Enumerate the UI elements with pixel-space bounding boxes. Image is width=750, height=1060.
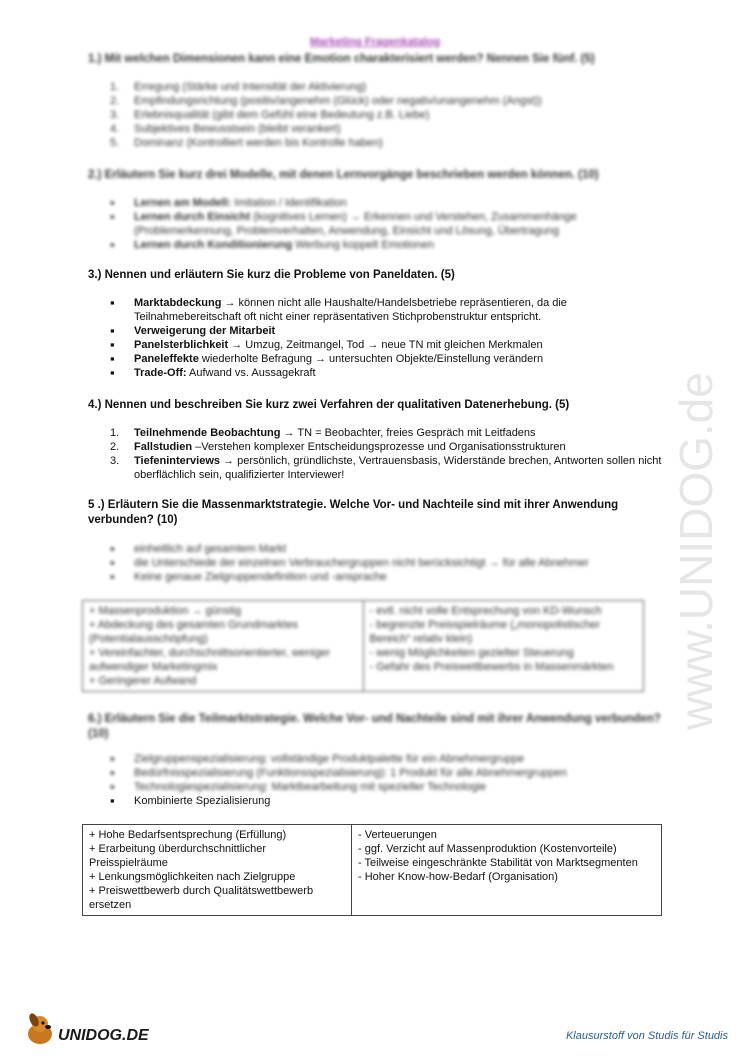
list-item: ▪ Lernen durch Konditionierung Werbung koppelt Emotionen: [110, 237, 434, 252]
list-item: ▪ Paneleffekte wiederholte Befragung → untersuchten Objekte/Einstellung verändern: [110, 351, 544, 366]
cons-cell: - evtl. nicht volle Entsprechung von KD-Wunsch - begrenzte Preisspielräume („monopolistischer Bereich“ relativ klein) - wenig Möglichkeiten gezielter Steuerung - Gefahr des Preiswettbewerbs in Massenmärkten: [363, 601, 644, 692]
list-item: 5. Dominanz (Kontrolliert werden bis Kontrolle haben): [110, 137, 383, 149]
question-5-table: [82, 600, 644, 692]
question-1-heading: 1.) Mit welchen Dimensionen kann eine Emotion charakterisiert werden? Nennen Sie fünf. (5): [88, 53, 595, 65]
question-6-list: [110, 752, 670, 808]
list-item: ▪ Trade-Off: Aufwand vs. Aussagekraft: [110, 365, 316, 380]
question-6-table: [82, 824, 662, 916]
list-item: ▪ Panelsterblichkeit → Umzug, Zeitmangel, Tod → neue TN mit gleichen Merkmalen: [110, 337, 543, 352]
question-3-list: [110, 296, 670, 380]
list-item: ▪ Lernen durch Einsicht (kognitives Lernen) → Erkennen und Verstehen, Zusammenhänge (Problemerkennung, Problemverhalten, Anwendung, Einsicht und Lösung, Übertragung: [110, 209, 577, 237]
question-2-heading: 2.) Erläutern Sie kurz drei Modelle, mit denen Lernvorgänge beschrieben werden können. (10): [88, 169, 599, 181]
list-item: ▪ Verweigerung der Mitarbeit: [110, 323, 276, 338]
pros-cell: + Hohe Bedarfsentsprechung (Erfüllung) + Erarbeitung überdurchschnittlicher Preisspielräume + Lenkungsmöglichkeiten nach Zielgruppe + Preiswettbewerb durch Qualitätswettbewerb ersetzen: [83, 825, 352, 916]
question-5-heading: 5 .) Erläutern Sie die Massenmarktstrategie. Welche Vor- und Nachteile sind mit ihrer Anwendung verbunden? (10): [88, 499, 619, 526]
document-title: Marketing Fragenkatalog: [309, 36, 441, 48]
footer-tagline: Klausurstoff von Studis für Studis: [565, 1030, 728, 1042]
list-item: 1. Erregung (Stärke und Intensität der Aktivierung): [110, 81, 367, 93]
list-item: 1. Teilnehmende Beobachtung → TN = Beobachter, freies Gespräch mit Leitfadens: [110, 427, 536, 439]
list-item: ▪ Zielgruppenspezialisierung: vollständige Produktpalette für ein Abnehmergruppe: [110, 751, 525, 766]
list-item: ▪ Technologiespezialisierung: Marktbearbeitung mit spezieller Technologie: [110, 779, 486, 794]
dog-icon: [24, 1010, 174, 1050]
list-item: 3. Erlebnisqualität (gibt dem Gefühl eine Bedeutung z.B. Liebe): [110, 109, 430, 121]
question-3-heading: 3.) Nennen und erläutern Sie kurz die Probleme von Paneldaten. (5): [88, 269, 455, 281]
watermark: [640, 250, 740, 750]
logo-text: UNIDOG.DE: [58, 1027, 149, 1044]
question-1-list: [110, 80, 670, 150]
list-item: ▪ Marktabdeckung → können nicht alle Haushalte/Handelsbetriebe repräsentieren, da die Teilnahmebereitschaft oft nicht einer repräsentativen Stichprobenstruktur entspricht.: [110, 295, 567, 323]
cons-cell: - Verteuerungen - ggf. Verzicht auf Massenproduktion (Kostenvorteile) - Teilweise eingeschränkte Stabilität von Marktsegmenten - Hoher Know-how-Bedarf (Organisation): [352, 825, 662, 916]
list-item: 4. Subjektives Bewusstsein (bleibt verankert): [110, 123, 341, 135]
list-item: 2. Empfindungsrichtung (positiv/angenehm (Glück) oder negativ/unangenehm (Angst)): [110, 95, 542, 107]
watermark-text: www.UNIDOG.de: [670, 372, 722, 730]
question-6-heading: 6.) Erläutern Sie die Teilmarktstrategie. Welche Vor- und Nachteile sind mit ihrer Anwendung verbunden? (10): [88, 713, 661, 740]
question-4-heading: 4.) Nennen und beschreiben Sie kurz zwei Verfahren der qualitativen Datenerhebung. (5): [88, 399, 570, 411]
question-2-list: [110, 196, 670, 252]
list-item: ▪ Lernen am Modell: Imitation / Identifikation: [110, 195, 347, 210]
list-item: 3. Tiefeninterviews → persönlich, gründlichste, Vertrauensbasis, Widerstände brechen, Antworten sollen nicht oberflächlich sein, qualifizierter Interviewer!: [110, 455, 662, 481]
pros-cell: + Massenproduktion → günstig + Abdeckung des gesamten Grundmarktes (Potentialausschöpfung) + Vereinfachter, durchschnittsorientierter, weniger aufwendiger Marketingmix + Geringerer Aufwand: [83, 601, 364, 692]
question-4-list: [110, 426, 670, 482]
list-item: ▪ Bedürfnisspezialisierung (Funktionsspezialisierung): 1 Produkt für alle Abnehmergruppen: [110, 765, 567, 780]
list-item: ▪ Kombinierte Spezialisierung: [110, 793, 271, 808]
list-item: 2. Fallstudien –Verstehen komplexer Entscheidungsprozesse und Organisationsstrukturen: [110, 441, 566, 453]
list-item: ▪ die Unterschiede der einzelnen Verbrauchergruppen nicht berücksichtigt → für alle Abnehmer: [110, 555, 589, 570]
list-item: ▪ Keine genaue Zielgruppendefinition und -ansprache: [110, 569, 387, 584]
list-item: ▪ einheitlich auf gesamtem Markt: [110, 541, 287, 556]
unidog-logo: [24, 1010, 174, 1050]
question-5-list: [110, 542, 670, 584]
